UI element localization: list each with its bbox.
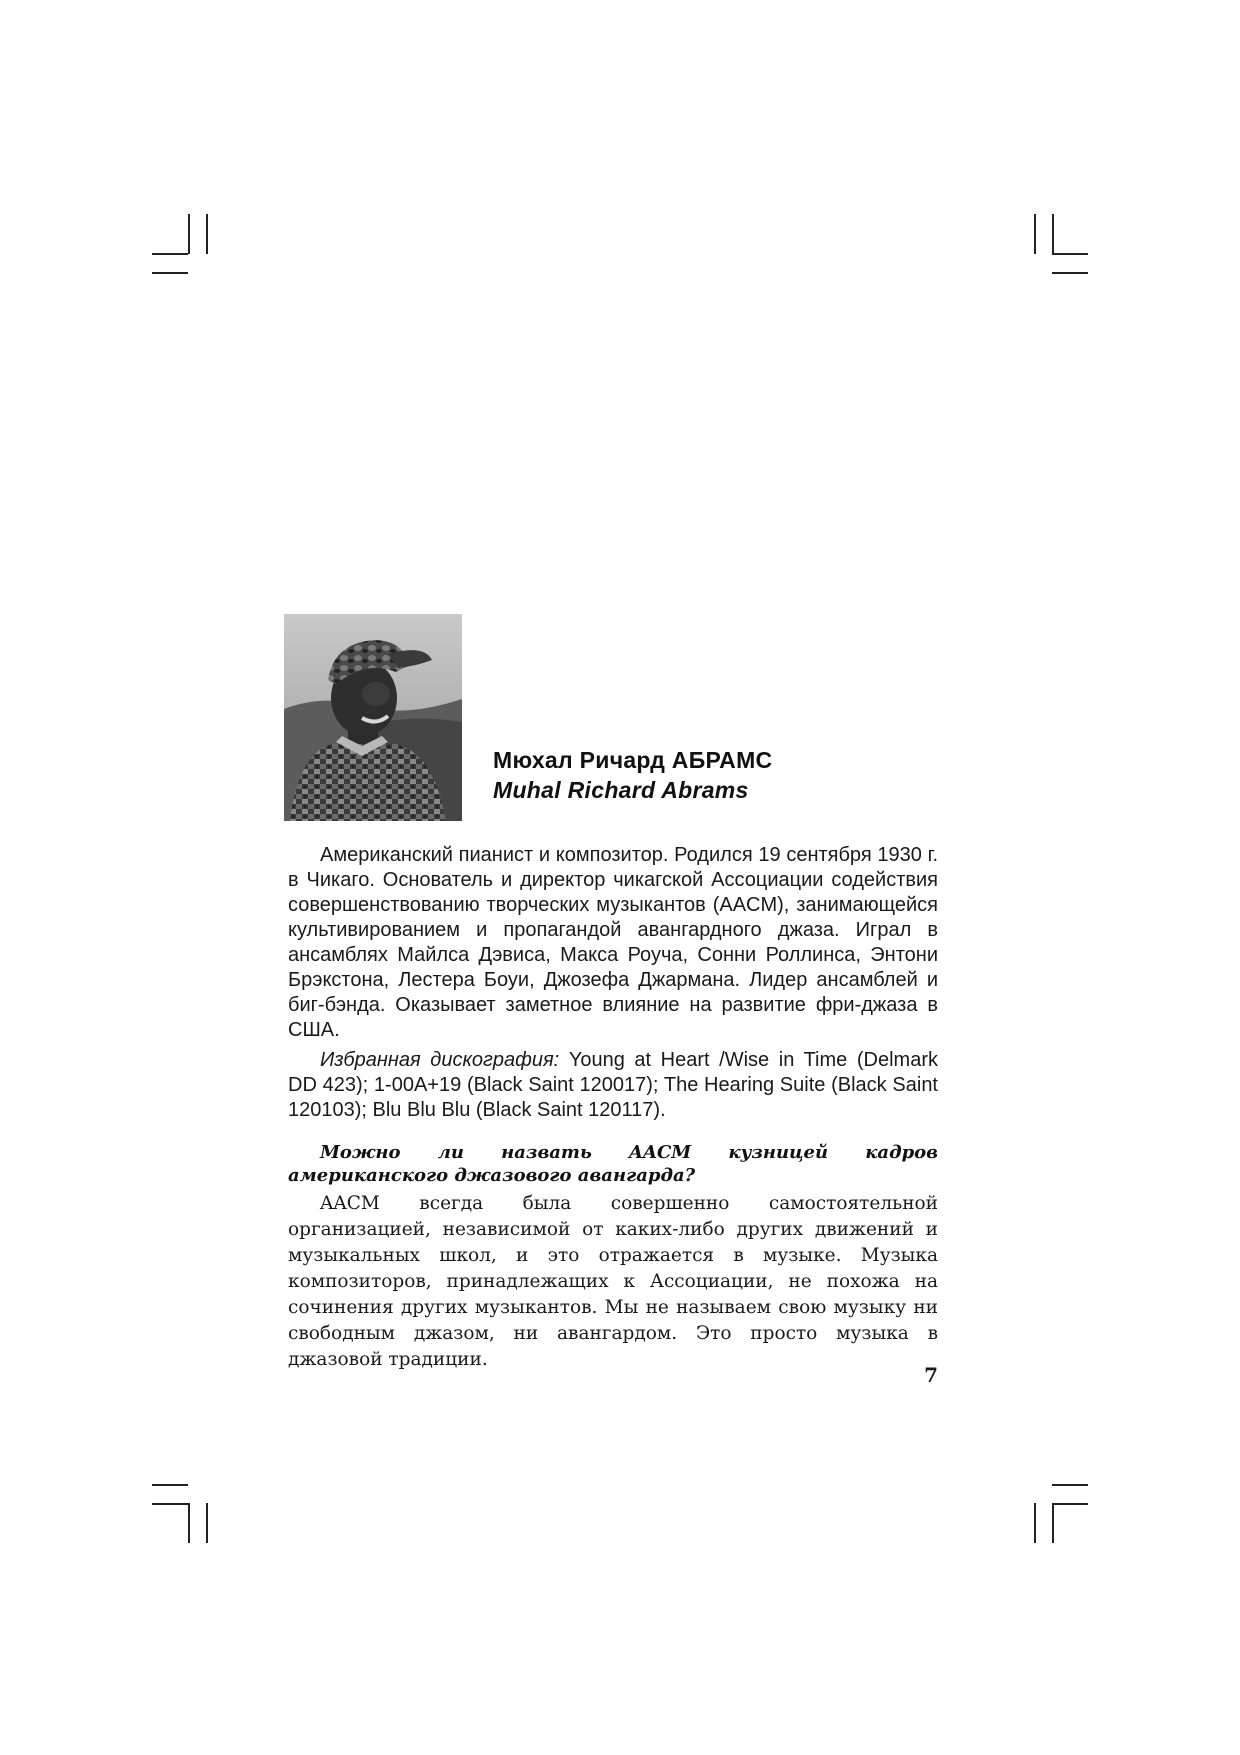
portrait-photo (284, 614, 462, 821)
person-name-russian: Мюхал Ричард АБРАМС (493, 747, 773, 773)
crop-mark (1052, 1503, 1088, 1505)
crop-mark (206, 1503, 208, 1543)
crop-mark (152, 253, 188, 255)
discography-section (288, 1048, 938, 1123)
crop-mark (206, 214, 208, 254)
interview-question: Можно ли назвать AACM кузницей кадров американского джазового авангарда? (288, 1142, 938, 1186)
discography-list: Young at Heart /Wise in Time (Delmark DD 423); 1-00A+19 (Black Saint 120017); The Hearing Suite (Black Saint 120103); Blu Blu Blu (Black Saint 120117). (288, 1049, 938, 1121)
crop-mark (1034, 214, 1036, 254)
biography-paragraph: Американский пианист и композитор. Родился 19 сентября 1930 г. в Чикаго. Основатель и директор чикагской Ассоциации содействия совершенствованию творческих музыкантов (AACM), занимающейся культивированием и пропагандой авангардного джаза. Играл в ансамблях Майлса Дэвиса, Макса Роуча, Сонни Роллинса, Энтони Брэкстона, Лестера Боуи, Джозефа Джармана. Лидер ансамблей и биг-бэнда. Оказывает заметное влияние на развитие фри-джаза в США. (288, 844, 938, 1041)
crop-mark (188, 214, 190, 254)
crop-mark (1052, 272, 1088, 274)
crop-mark (188, 1503, 190, 1543)
crop-mark (1052, 1503, 1054, 1543)
crop-mark (1052, 1484, 1088, 1486)
crop-mark (152, 272, 188, 274)
person-name-heading (493, 745, 772, 805)
discography-label: Избранная дискография: (320, 1049, 560, 1071)
crop-mark (1052, 214, 1054, 254)
page-number: 7 (924, 1363, 938, 1387)
crop-mark (152, 1503, 188, 1505)
crop-mark (1052, 253, 1088, 255)
crop-mark (152, 1484, 188, 1486)
biography-section (288, 843, 938, 1043)
discography-paragraph (288, 1048, 938, 1123)
person-name-english: Muhal Richard Abrams (493, 777, 749, 803)
crop-mark (1034, 1503, 1036, 1543)
interview-answer: AACM всегда была совершенно самостоятельной организацией, независимой от каких-либо других движений и музыкальных школ, и это отражается в музыке. Музыка композиторов, принадлежащих к Ассоциации, не похожа на сочинения других музыкантов. Мы не называем свою музыку ни свободным джазом, ни авангардом. Это просто музыка в джазовой традиции. (288, 1193, 938, 1370)
